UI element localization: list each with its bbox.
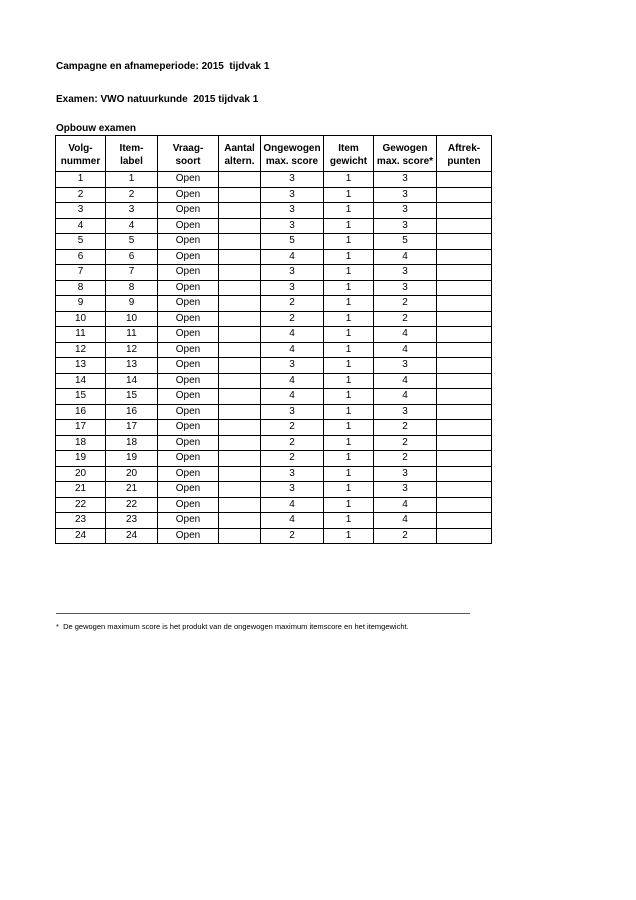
table-cell [219, 451, 261, 467]
exam-title: Examen: VWO natuurkunde 2015 tijdvak 1 [56, 94, 259, 105]
table-cell: 4 [261, 249, 324, 265]
column-header-line1: Aantal [224, 143, 255, 154]
table-cell [219, 342, 261, 358]
table-cell: Open [158, 249, 219, 265]
table-cell: Open [158, 513, 219, 529]
table-cell: 1 [324, 342, 374, 358]
table-cell [437, 497, 492, 513]
table-cell [437, 187, 492, 203]
table-cell: 1 [324, 404, 374, 420]
table-cell [219, 435, 261, 451]
table-row [56, 513, 492, 529]
table-cell [219, 249, 261, 265]
table-cell: 3 [374, 218, 437, 234]
table-cell: Open [158, 187, 219, 203]
table-cell: Open [158, 265, 219, 281]
table-cell: Open [158, 234, 219, 250]
column-header-line2: max. score* [376, 156, 434, 167]
table-cell: 3 [261, 203, 324, 219]
table-cell: 13 [106, 358, 158, 374]
table-cell [437, 280, 492, 296]
table-cell: 3 [261, 466, 324, 482]
table-cell: 4 [374, 497, 437, 513]
table-cell: 3 [374, 172, 437, 188]
table-cell: Open [158, 358, 219, 374]
table-cell: 18 [106, 435, 158, 451]
table-cell: 1 [324, 218, 374, 234]
table-cell: 18 [56, 435, 106, 451]
table-cell: 4 [374, 389, 437, 405]
table-cell: 1 [324, 358, 374, 374]
table-cell [437, 389, 492, 405]
table-cell: 3 [56, 203, 106, 219]
table-cell: 4 [106, 218, 158, 234]
table-cell: 3 [374, 203, 437, 219]
table-cell: 1 [324, 497, 374, 513]
table-cell [219, 420, 261, 436]
table-cell: 4 [374, 513, 437, 529]
table-row [56, 218, 492, 234]
table-cell: 1 [324, 389, 374, 405]
table-cell: Open [158, 435, 219, 451]
table-cell: 4 [374, 327, 437, 343]
table-cell: 16 [56, 404, 106, 420]
table-cell: 4 [374, 249, 437, 265]
table-cell: 6 [56, 249, 106, 265]
table-cell: 24 [106, 528, 158, 544]
table-cell: 1 [324, 420, 374, 436]
table-cell: Open [158, 497, 219, 513]
table-cell [437, 528, 492, 544]
table-cell [437, 265, 492, 281]
table-cell [437, 358, 492, 374]
table-row [56, 358, 492, 374]
table-cell [437, 249, 492, 265]
table-cell [219, 187, 261, 203]
table-cell: 15 [56, 389, 106, 405]
table-cell [219, 172, 261, 188]
table-cell: 2 [261, 528, 324, 544]
table-row [56, 327, 492, 343]
table-cell: 3 [261, 218, 324, 234]
table-cell: 1 [324, 203, 374, 219]
column-header [261, 136, 324, 172]
table-cell [437, 404, 492, 420]
table-cell: 1 [56, 172, 106, 188]
table-cell: 2 [261, 311, 324, 327]
table-row [56, 373, 492, 389]
table-cell: 1 [324, 451, 374, 467]
column-header-line1: Ongewogen [263, 143, 321, 154]
table-row [56, 172, 492, 188]
table-cell: 1 [324, 513, 374, 529]
table-cell: 2 [261, 435, 324, 451]
table-cell [437, 513, 492, 529]
table-cell: 8 [106, 280, 158, 296]
table-cell: 12 [106, 342, 158, 358]
table-cell: 4 [261, 497, 324, 513]
table-cell: 2 [374, 451, 437, 467]
exam-structure-table [55, 135, 492, 544]
table-cell [437, 203, 492, 219]
column-header [219, 136, 261, 172]
table-cell: 1 [324, 249, 374, 265]
table-cell: Open [158, 203, 219, 219]
table-cell: 1 [324, 234, 374, 250]
table-cell [219, 203, 261, 219]
table-cell: 4 [261, 342, 324, 358]
table-cell [219, 296, 261, 312]
table-cell: 1 [324, 373, 374, 389]
table-cell: 2 [261, 420, 324, 436]
table-cell: Open [158, 373, 219, 389]
column-header [56, 136, 106, 172]
table-cell: 3 [261, 172, 324, 188]
table-cell [437, 327, 492, 343]
table-cell [437, 420, 492, 436]
table-cell: 4 [261, 389, 324, 405]
table-row [56, 234, 492, 250]
table-cell [437, 435, 492, 451]
table-row [56, 296, 492, 312]
footnote: * De gewogen maximum score is het produkt van de ongewogen maximum itemscore en het itemgewicht. [56, 622, 409, 631]
table-cell: 1 [324, 265, 374, 281]
column-header [437, 136, 492, 172]
table-cell: 3 [106, 203, 158, 219]
table-cell [219, 466, 261, 482]
table-cell: 6 [106, 249, 158, 265]
table-cell: 11 [106, 327, 158, 343]
table-cell [219, 528, 261, 544]
table-cell [219, 311, 261, 327]
table-cell: 4 [56, 218, 106, 234]
table-cell: 7 [56, 265, 106, 281]
table-cell: 22 [106, 497, 158, 513]
table-cell: 3 [261, 404, 324, 420]
table-cell: 2 [56, 187, 106, 203]
table-cell: 21 [56, 482, 106, 498]
table-cell: 19 [56, 451, 106, 467]
table-cell: 13 [56, 358, 106, 374]
table-cell: 2 [261, 451, 324, 467]
table-cell: 3 [374, 358, 437, 374]
campaign-title: Campagne en afnameperiode: 2015 tijdvak 1 [56, 61, 270, 72]
table-cell: 2 [374, 296, 437, 312]
table-cell: 21 [106, 482, 158, 498]
table-cell: 15 [106, 389, 158, 405]
table-cell: 1 [324, 296, 374, 312]
table-cell: 12 [56, 342, 106, 358]
table-cell [219, 497, 261, 513]
table-row [56, 420, 492, 436]
table-cell: 3 [374, 482, 437, 498]
table-cell [219, 389, 261, 405]
table-row [56, 203, 492, 219]
table-cell: 3 [261, 187, 324, 203]
table-body [56, 172, 492, 544]
table-cell: 5 [56, 234, 106, 250]
table-cell: 9 [56, 296, 106, 312]
table-cell [437, 482, 492, 498]
table-cell: 1 [324, 435, 374, 451]
table-row [56, 451, 492, 467]
table-cell: 2 [374, 420, 437, 436]
table-cell [219, 404, 261, 420]
table-cell: 1 [324, 466, 374, 482]
table-cell [437, 342, 492, 358]
table-cell: 1 [324, 172, 374, 188]
table-cell [437, 451, 492, 467]
column-header-line1: Volg- [68, 143, 93, 154]
table-cell: 5 [106, 234, 158, 250]
table-cell: 4 [261, 327, 324, 343]
table-cell: Open [158, 482, 219, 498]
table-cell [219, 327, 261, 343]
column-header [324, 136, 374, 172]
table-cell: 3 [261, 280, 324, 296]
column-header-line2: nummer [60, 156, 101, 167]
table-cell: Open [158, 389, 219, 405]
table-cell: 17 [56, 420, 106, 436]
footnote-divider [56, 613, 470, 614]
table-cell: 10 [106, 311, 158, 327]
table-header-row [56, 136, 492, 172]
column-header-line1: Gewogen [382, 143, 428, 154]
table-cell: 3 [261, 482, 324, 498]
table-row [56, 265, 492, 281]
table-cell: 1 [324, 311, 374, 327]
table-cell: 19 [106, 451, 158, 467]
table-cell: 9 [106, 296, 158, 312]
table-cell [219, 482, 261, 498]
table-cell: Open [158, 296, 219, 312]
table-cell: 1 [324, 327, 374, 343]
table-row [56, 389, 492, 405]
table-cell [219, 513, 261, 529]
table-cell: 3 [374, 404, 437, 420]
table-cell: 3 [261, 358, 324, 374]
table-row [56, 497, 492, 513]
table-row [56, 280, 492, 296]
table-cell: 10 [56, 311, 106, 327]
table-cell: 17 [106, 420, 158, 436]
table-cell: 2 [374, 528, 437, 544]
table-cell: Open [158, 420, 219, 436]
column-header-line2: max. score [265, 156, 319, 167]
table-cell: 2 [261, 296, 324, 312]
table-cell: 3 [374, 187, 437, 203]
table-cell: 22 [56, 497, 106, 513]
table-cell: Open [158, 466, 219, 482]
column-header-line1: Aftrek- [447, 143, 481, 154]
table-row [56, 528, 492, 544]
table-row [56, 404, 492, 420]
table-cell: 3 [374, 265, 437, 281]
table-cell: Open [158, 218, 219, 234]
table-row [56, 311, 492, 327]
column-header [158, 136, 219, 172]
table-cell [219, 265, 261, 281]
table-cell: 8 [56, 280, 106, 296]
column-header-line2: punten [447, 156, 481, 167]
table-cell: 7 [106, 265, 158, 281]
table-row [56, 187, 492, 203]
column-header [106, 136, 158, 172]
table-row [56, 466, 492, 482]
table-cell: 24 [56, 528, 106, 544]
table-row [56, 435, 492, 451]
table-cell: 20 [56, 466, 106, 482]
table-cell: 14 [106, 373, 158, 389]
table-cell: 16 [106, 404, 158, 420]
table-cell: 14 [56, 373, 106, 389]
table-cell: Open [158, 311, 219, 327]
table-cell: 1 [324, 528, 374, 544]
column-header-line1: Vraag- [172, 143, 204, 154]
column-header-line2: gewicht [329, 156, 368, 167]
table-cell [437, 172, 492, 188]
table-cell: 1 [106, 172, 158, 188]
table-cell: 2 [374, 435, 437, 451]
table-cell: 3 [261, 265, 324, 281]
table-cell: 1 [324, 280, 374, 296]
column-header [374, 136, 437, 172]
table-cell: Open [158, 342, 219, 358]
table-cell: 1 [324, 187, 374, 203]
table-cell: 20 [106, 466, 158, 482]
table-cell: Open [158, 280, 219, 296]
column-header-line2: soort [175, 156, 201, 167]
column-header-line2: label [120, 156, 143, 167]
table-cell: Open [158, 528, 219, 544]
column-header-line2: altern. [224, 156, 255, 167]
table-cell [219, 218, 261, 234]
table-cell [437, 218, 492, 234]
table-cell: 3 [374, 280, 437, 296]
table-cell: 4 [261, 513, 324, 529]
table-cell: Open [158, 404, 219, 420]
column-header-line1: Item- [119, 143, 144, 154]
table-cell: Open [158, 172, 219, 188]
table-cell: 2 [374, 311, 437, 327]
table-cell [437, 234, 492, 250]
table-cell [437, 296, 492, 312]
table-cell: Open [158, 451, 219, 467]
table-cell [219, 358, 261, 374]
table-cell: 1 [324, 482, 374, 498]
table-row [56, 482, 492, 498]
table-cell: 4 [374, 373, 437, 389]
table-cell: 3 [374, 466, 437, 482]
table-cell: 2 [106, 187, 158, 203]
table-cell [437, 373, 492, 389]
table-row [56, 249, 492, 265]
table-cell [219, 373, 261, 389]
table-cell: 5 [374, 234, 437, 250]
table-cell [437, 466, 492, 482]
table-cell: 4 [261, 373, 324, 389]
exam-structure-heading: Opbouw examen [56, 123, 137, 134]
table-cell: 4 [374, 342, 437, 358]
table-cell: 11 [56, 327, 106, 343]
table-row [56, 342, 492, 358]
table-cell: 23 [106, 513, 158, 529]
column-header-line1: Item [338, 143, 359, 154]
table-cell: Open [158, 327, 219, 343]
table-cell [219, 280, 261, 296]
table-cell: 5 [261, 234, 324, 250]
table-cell: 23 [56, 513, 106, 529]
table-cell [219, 234, 261, 250]
table-cell [437, 311, 492, 327]
